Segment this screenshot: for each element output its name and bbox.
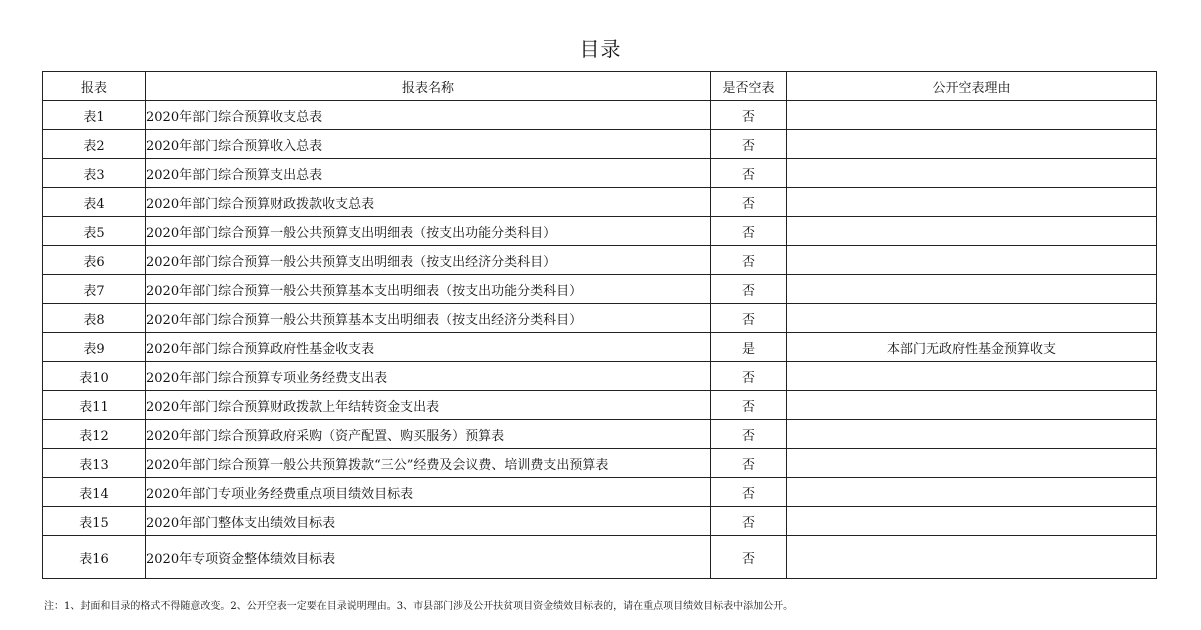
empty-reason-cell <box>787 275 1157 304</box>
is-empty-cell: 否 <box>711 188 787 217</box>
is-empty-cell: 否 <box>711 217 787 246</box>
report-no-cell: 表11 <box>43 391 146 420</box>
table-row <box>43 159 1157 188</box>
report-no-cell: 表6 <box>43 246 146 275</box>
is-empty-cell: 否 <box>711 507 787 536</box>
catalog-table <box>42 71 1157 579</box>
report-name-cell: 2020年部门综合预算政府采购（资产配置、购买服务）预算表 <box>146 420 711 449</box>
report-name-cell: 2020年部门综合预算财政拨款上年结转资金支出表 <box>146 391 711 420</box>
empty-reason-cell <box>787 159 1157 188</box>
report-no-cell: 表5 <box>43 217 146 246</box>
report-no-cell: 表1 <box>43 101 146 130</box>
empty-reason-cell <box>787 478 1157 507</box>
table-row <box>43 130 1157 159</box>
empty-reason-cell <box>787 304 1157 333</box>
is-empty-cell: 否 <box>711 449 787 478</box>
report-no-cell: 表3 <box>43 159 146 188</box>
report-name-cell: 2020年部门综合预算一般公共预算基本支出明细表（按支出经济分类科目） <box>146 304 711 333</box>
table-row <box>43 101 1157 130</box>
empty-reason-cell <box>787 101 1157 130</box>
table-row <box>43 362 1157 391</box>
report-name-cell: 2020年部门专项业务经费重点项目绩效目标表 <box>146 478 711 507</box>
is-empty-cell: 否 <box>711 246 787 275</box>
empty-reason-cell <box>787 507 1157 536</box>
report-name-cell: 2020年部门综合预算支出总表 <box>146 159 711 188</box>
empty-reason-cell <box>787 188 1157 217</box>
report-name-cell: 2020年部门综合预算收入总表 <box>146 130 711 159</box>
empty-reason-cell <box>787 391 1157 420</box>
empty-reason-cell <box>787 449 1157 478</box>
empty-reason-cell <box>787 217 1157 246</box>
is-empty-cell: 否 <box>711 275 787 304</box>
report-name-cell: 2020年部门综合预算一般公共预算基本支出明细表（按支出功能分类科目） <box>146 275 711 304</box>
report-no-cell: 表14 <box>43 478 146 507</box>
is-empty-cell: 否 <box>711 420 787 449</box>
header-report-no: 报表 <box>43 72 146 101</box>
report-no-cell: 表16 <box>43 536 146 579</box>
report-name-cell: 2020年部门综合预算一般公共预算支出明细表（按支出经济分类科目） <box>146 246 711 275</box>
report-name-cell: 2020年部门综合预算专项业务经费支出表 <box>146 362 711 391</box>
report-no-cell: 表15 <box>43 507 146 536</box>
header-is-empty: 是否空表 <box>711 72 787 101</box>
report-name-cell: 2020年部门整体支出绩效目标表 <box>146 507 711 536</box>
report-no-cell: 表13 <box>43 449 146 478</box>
is-empty-cell: 否 <box>711 130 787 159</box>
report-no-cell: 表7 <box>43 275 146 304</box>
page-title: 目录 <box>579 37 622 61</box>
is-empty-cell: 否 <box>711 478 787 507</box>
report-name-cell: 2020年部门综合预算一般公共预算支出明细表（按支出功能分类科目） <box>146 217 711 246</box>
table-row <box>43 333 1157 362</box>
report-no-cell: 表4 <box>43 188 146 217</box>
empty-reason-cell <box>787 246 1157 275</box>
table-row <box>43 449 1157 478</box>
report-name-cell: 2020年部门综合预算政府性基金收支表 <box>146 333 711 362</box>
report-no-cell: 表2 <box>43 130 146 159</box>
empty-reason-cell <box>787 420 1157 449</box>
report-no-cell: 表8 <box>43 304 146 333</box>
table-row <box>43 246 1157 275</box>
table-row <box>43 391 1157 420</box>
empty-reason-cell <box>787 536 1157 579</box>
report-name-cell: 2020年专项资金整体绩效目标表 <box>146 536 711 579</box>
report-name-cell: 2020年部门综合预算一般公共预算拨款“三公”经费及会议费、培训费支出预算表 <box>146 449 711 478</box>
is-empty-cell: 否 <box>711 362 787 391</box>
table-row <box>43 188 1157 217</box>
is-empty-cell: 否 <box>711 159 787 188</box>
report-name-cell: 2020年部门综合预算财政拨款收支总表 <box>146 188 711 217</box>
is-empty-cell: 是 <box>711 333 787 362</box>
table-row <box>43 217 1157 246</box>
empty-reason-cell: 本部门无政府性基金预算收支 <box>787 333 1157 362</box>
table-row <box>43 420 1157 449</box>
table-row <box>43 478 1157 507</box>
table-row <box>43 304 1157 333</box>
is-empty-cell: 否 <box>711 101 787 130</box>
footnote: 注：1、封面和目录的格式不得随意改变。2、公开空表一定要在目录说明理由。3、市县部门涉及公开扶贫项目资金绩效目标表的，请在重点项目绩效目标表中添加公开。 <box>44 601 794 612</box>
report-no-cell: 表9 <box>43 333 146 362</box>
report-no-cell: 表12 <box>43 420 146 449</box>
report-no-cell: 表10 <box>43 362 146 391</box>
table-row <box>43 536 1157 579</box>
table-header-row <box>43 72 1157 101</box>
table-row <box>43 275 1157 304</box>
empty-reason-cell <box>787 362 1157 391</box>
header-empty-reason: 公开空表理由 <box>787 72 1157 101</box>
is-empty-cell: 否 <box>711 536 787 579</box>
report-name-cell: 2020年部门综合预算收支总表 <box>146 101 711 130</box>
is-empty-cell: 否 <box>711 304 787 333</box>
is-empty-cell: 否 <box>711 391 787 420</box>
header-report-name: 报表名称 <box>146 72 711 101</box>
table-row <box>43 507 1157 536</box>
empty-reason-cell <box>787 130 1157 159</box>
